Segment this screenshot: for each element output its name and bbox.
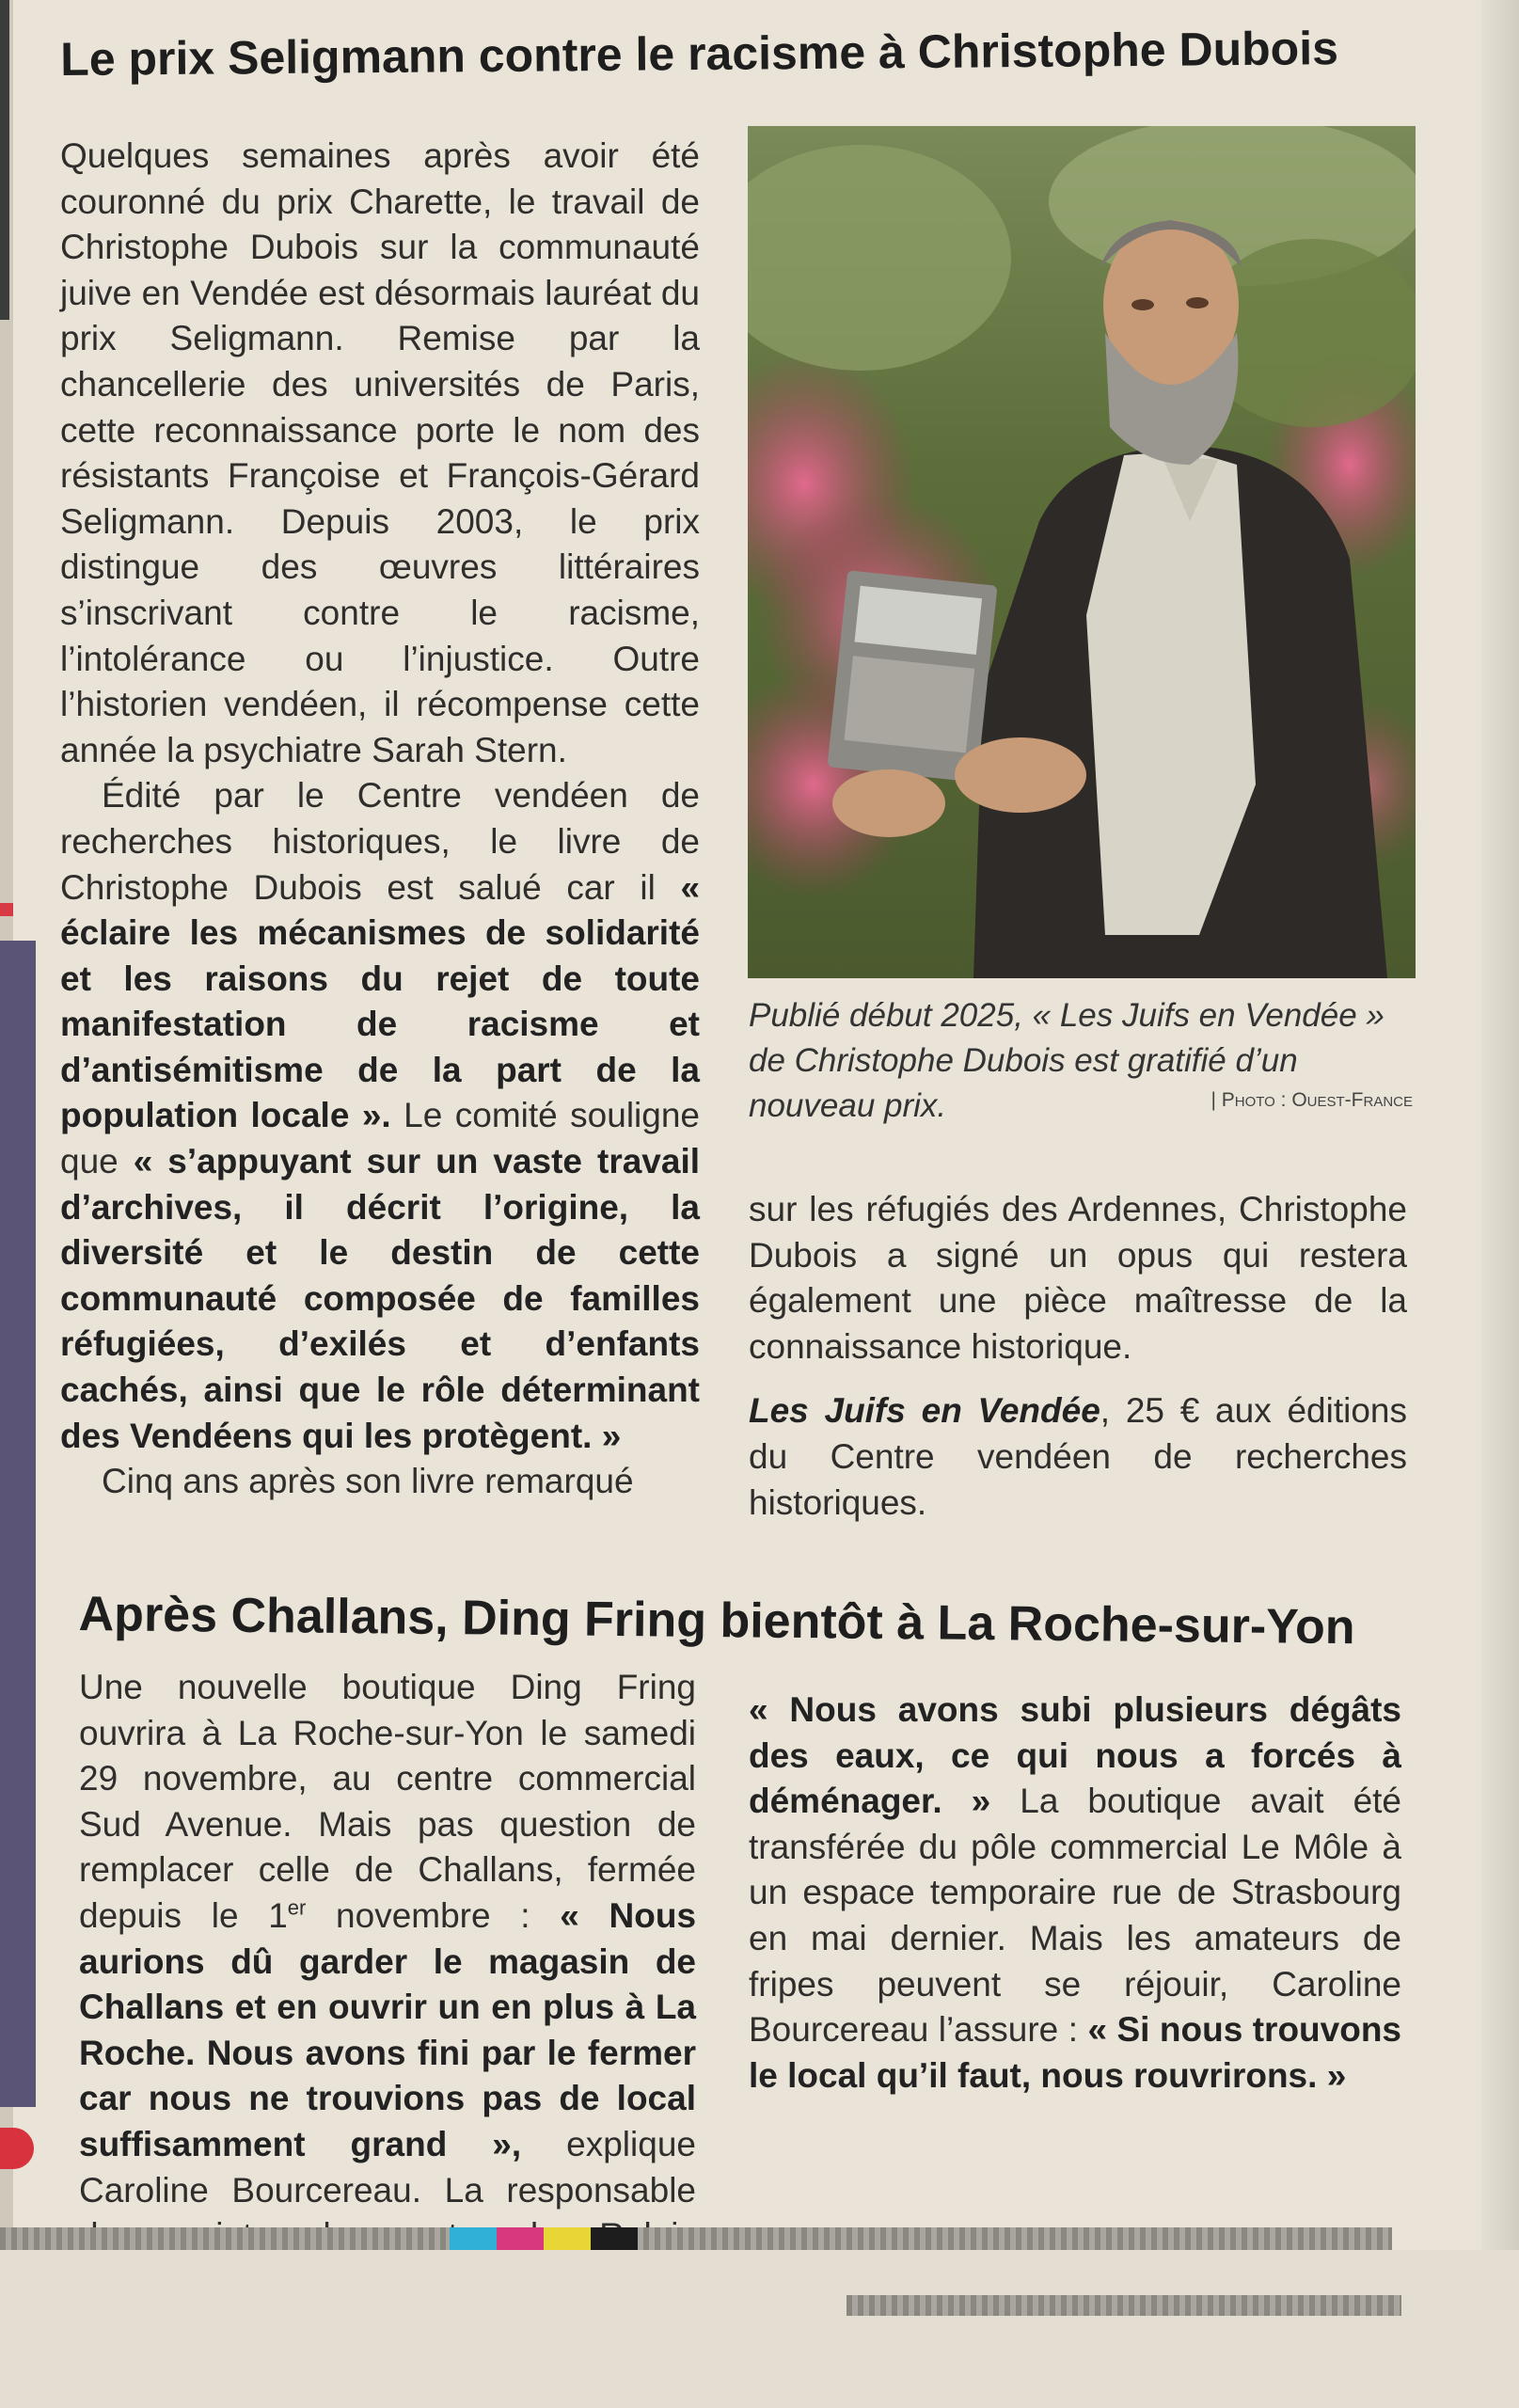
article2-column-right bbox=[749, 1687, 1401, 2099]
article2-body: La boutique avait été transférée du pôle commercial Le Môle à un espace temporaire rue de Strasbourg en mai dernier. Mais les amateurs de fripes peuvent se réjouir, Caroline Bourcereau l’assure : bbox=[749, 1782, 1402, 2050]
article1-paragraph-2 bbox=[60, 773, 700, 1459]
print-swatch-yellow bbox=[544, 2227, 591, 2250]
left-column-rule bbox=[0, 0, 9, 320]
article2-quote-2: « Nous avons subi plusieurs dégâts des eaux, ce qui nous a forcés à déménager. » bbox=[749, 1690, 1401, 1821]
article2-quote-3: « Si nous trouvons le local qu’il faut, nous rouvrirons. » bbox=[749, 2010, 1402, 2095]
article1-column-left bbox=[60, 134, 700, 1505]
article1-paragraph-3-start: Cinq ans après son livre remarqué bbox=[102, 1462, 634, 1501]
print-swatch-cyan bbox=[450, 2227, 497, 2250]
page-edge-right bbox=[1481, 0, 1519, 2408]
book-info bbox=[749, 1388, 1407, 1526]
article2-superscript: er bbox=[287, 1895, 307, 1920]
article2-paragraph-1 bbox=[79, 1665, 696, 2305]
book-title: Les Juifs en Vendée bbox=[749, 1391, 1100, 1431]
article1-paragraph-1: Quelques semaines après avoir été couronné du prix Charette, le travail de Christophe Dubois sur la communauté juive en Vendée est désormais lauréat du prix Seligmann. Remise par la chancellerie des universités de Paris, cette reconnaissance porte le nom des résistants Françoise et François-Gérard Seligmann. Depuis 2003, le prix distingue des œuvres littéraires s’inscrivant contre le racisme, l’intolérance ou l’injustice. Outre l’historien vendéen, il récompense cette année la psychiatre Sarah Stern. bbox=[60, 136, 700, 769]
article1-quote-1: « éclaire les mécanismes de solidarité et les raisons du rejet de toute manifestation de racisme et d’antisémitisme de la part de la population locale ». bbox=[60, 867, 701, 1135]
article1-quote-2: « s’appuyant sur un vaste travail d’archives, il décrit l’origine, la diversité et le destin de cette communauté composée de familles réfugiées, d’exilés et d’enfants cachés, ainsi que le rôle déterminant des Vendéens qui les protègent. » bbox=[60, 1142, 701, 1455]
side-color-strip bbox=[0, 941, 36, 2107]
article2-intro-end: novembre : bbox=[306, 1895, 530, 1935]
article1-photo bbox=[748, 126, 1416, 978]
article1-headline: Le prix Seligmann contre le racisme à Christophe Dubois bbox=[60, 22, 1339, 86]
photo-caption: Publié début 2025, « Les Juifs en Vendée » de Christophe Dubois est gratifié d’un nouveau prix. bbox=[749, 997, 1385, 1124]
side-strip-marker bbox=[0, 903, 13, 916]
article2-attribution: explique Caroline Bourcereau. La responsable bbox=[79, 2124, 696, 2210]
article2-paragraph-2 bbox=[749, 1687, 1401, 2099]
article1-p2-mid: Le comité souligne que bbox=[60, 1096, 700, 1181]
print-swatch-magenta bbox=[497, 2227, 544, 2250]
article1-column-right bbox=[749, 1187, 1407, 1526]
portrait-photo-illustration bbox=[748, 126, 1416, 978]
photo-caption-block bbox=[749, 993, 1413, 1129]
article2-headline: Après Challans, Ding Fring bientôt à La Roche-sur-Yon bbox=[78, 1587, 1355, 1656]
article2-intro: Une nouvelle boutique Ding Fring ouvrira à La Roche-sur-Yon le samedi 29 novembre, au centre commercial Sud Avenue. Mais pas question de remplacer celle de Challans, fermée depuis le 1 bbox=[79, 1668, 696, 1935]
article2-column-left bbox=[79, 1665, 696, 2305]
red-page-tab bbox=[0, 2128, 34, 2169]
page-bottom-margin bbox=[0, 2250, 1519, 2408]
article2-quote-1: « Nous aurions dû garder le magasin de Challans et en ouvrir un en plus à La Roche. Nous avons fini par le fermer car nous ne trouvions pas de local suffisamment grand », bbox=[79, 1895, 697, 2163]
bottom-print-rule bbox=[0, 2227, 1392, 2250]
print-swatch-black bbox=[591, 2227, 638, 2250]
photo-credit: | Photo : Ouest-France bbox=[1210, 1089, 1413, 1111]
book-details: , 25 € aux éditions du Centre vendéen de recherches historiques. bbox=[749, 1391, 1407, 1522]
bottom-print-rule-2 bbox=[847, 2295, 1401, 2316]
article1-paragraph-3-end: sur les réfugiés des Ardennes, Christophe Dubois a signé un opus qui restera également une pièce maîtresse de la connaissance historique. bbox=[749, 1190, 1407, 1366]
article1-p2-intro: Édité par le Centre vendéen de recherches historiques, le livre de Christophe Dubois est salué car il bbox=[60, 776, 700, 907]
